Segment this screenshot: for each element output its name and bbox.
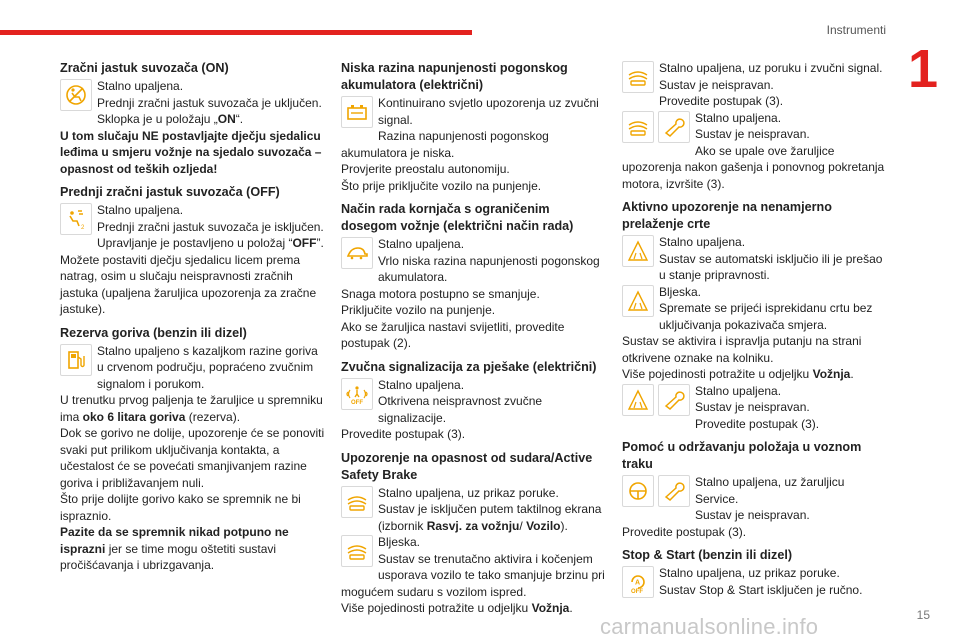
page-number: 15 [916,608,930,622]
lane-departure-icon [622,384,654,416]
text-line: Sustav se aktivira i ispravlja putanju na strani otkrivene oznake na kolniku. [622,334,862,365]
battery-charge-icon [341,96,373,128]
warning-text: U tom slučaju NE postavljajte dječju sjedalicu leđima u smjeru vožnje na sjedalo suvozača – opasnost od teških ozljeda! [60,128,322,176]
section-heading: Stop & Start (benzin ili dizel) [622,548,793,562]
svg-text:OFF: OFF [631,589,643,594]
text-line: Vrlo niska razina napunjenosti pogonskog akumulatora. [378,253,600,284]
text-line: Provjerite preostalu autonomiju. [341,162,510,176]
wrench-service-icon [658,111,690,143]
lane-departure-flash-icon [622,285,654,317]
text-line: Prednji zračni jastuk suvozača je isključen. [97,219,324,234]
text-line: Sustav je neispravan. [659,77,774,92]
svg-text:A: A [635,579,641,587]
section-heading: Aktivno upozorenje na nenamjerno prelaženje crte [622,200,832,231]
text-line: Priključite vozilo na punjenje. [341,303,496,317]
section-heading: Zračni jastuk suvozača (ON) [60,61,229,75]
text-line: Stalno upaljena. [659,235,746,249]
text-line: Stalno upaljena, uz žaruljicu Service. [695,475,845,506]
text-line: Stalno upaljena. [97,79,184,93]
text-line: Sustav je isključen putem taktilnog ekrana (izbornik Rasvj. za vožnju/ Vozilo). [378,502,602,533]
text-line: Sustav je neispravan. [695,400,810,414]
text-line: Sustav je neispravan. [695,127,810,141]
text-line: Bljeska. [659,284,702,299]
chapter-number: 1 [907,39,938,99]
fuel-reserve-section [60,325,325,574]
header-accent-bar [0,30,472,35]
text-line: U trenutku prvog paljenja te žaruljice u spremniku ima oko 6 litara goriva (rezerva). [60,393,323,424]
fuel-pump-icon [60,344,92,376]
watermark: carmanualsonline.info [600,614,819,639]
text-line: Stalno upaljena. [378,237,465,251]
text-line: Stalno upaljena. [378,377,465,392]
text-line: Stalno upaljeno s kazaljkom razine goriva u crvenom području, popraćeno zvučnim signalom i porukom. [97,343,318,391]
wrench-service-icon [658,475,690,507]
text-line: Snaga motora postupno se smanjuje. [341,286,540,301]
text-line: Razina napunjenosti pogonskog akumulatora je niska. [341,129,549,160]
column-1 [60,60,325,581]
text-line: Stalno upaljena, uz poruku i zvučni signal. [659,61,883,75]
section-heading: Zvučna signalizacija za pješake (električni) [341,359,597,374]
stop-start-off-icon [622,566,654,598]
wrench-service-icon [658,384,690,416]
text-line: Provedite postupak (3). [659,94,784,108]
text-line: Sustav Stop & Start isključen je ručno. [659,582,863,597]
text-line: Sustav se trenutačno aktivira i kočenjem usporava vozilo te tako smanjuje brzinu pri mogućem sudaru s vozilom ispred. [341,551,605,599]
section-heading: Rezerva goriva (benzin ili dizel) [60,325,247,340]
text-line: Spremate se prijeći isprekidanu crtu bez uključivanja pokazivača smjera. [659,301,873,332]
pedestrian-sound-section [341,359,606,443]
svg-text:2: 2 [81,225,85,231]
steering-wheel-icon [622,475,654,507]
text-line: Provedite postupak (3). [695,416,820,431]
section-heading: Pomoć u održavanju položaja u voznom traku [622,440,862,471]
text-line: Upravljanje je postavljeno u položaj “OFF”. [97,236,324,250]
text-line: Pazite da se spremnik nikad potpuno ne isprazni jer se time mogu oštetiti sustavi pročišćavanja i ubrizgavanja. [60,525,289,572]
text-line: Što prije dolijte gorivo kako se spremnik ne bi ispraznio. [60,492,301,523]
text-line: Stalno upaljena, uz prikaz poruke. [378,485,559,500]
section-title: Instrumenti [826,23,886,37]
pedestrian-sound-off-icon [341,378,373,410]
stop-start-section [622,547,887,598]
text-line: Više pojedinosti potražite u odjeljku Vožnja. [622,367,854,381]
collision-warning-flash-icon [341,535,373,567]
text-line: Bljeska. [378,535,421,549]
column-2 [341,60,606,624]
low-battery-section [341,60,606,194]
text-line: Što prije priključite vozilo na punjenje. [341,178,542,193]
collision-fault-section [622,60,887,192]
lane-departure-section [622,199,887,432]
text-line: Ako se žaruljica nastavi svijetliti, provedite postupak (2). [341,319,565,350]
lane-keeping-section [622,439,887,540]
text-line: Sustav je neispravan. [695,508,810,522]
text-line: Sustav se automatski isključio ili je prešao u stanje pripravnosti. [659,251,883,282]
section-heading: Upozorenje na opasnost od sudara/Active Safety Brake [341,450,593,482]
text-line: Sklopka je u položaju „ON“. [97,112,244,126]
turtle-icon [341,237,373,269]
text-line: Otkrivena neispravnost zvučne signalizacije. [378,394,543,425]
text-line: Provedite postupak (3). [622,524,747,539]
text-line: Više pojedinosti potražite u odjeljku Vožnja. [341,601,573,615]
text-line: Stalno upaljena, uz prikaz poruke. [659,566,840,580]
text-line: Kontinuirano svjetlo upozorenja uz zvučni signal. [378,96,599,127]
collision-warning-icon [622,111,654,143]
airbag-on-icon [60,79,92,111]
section-heading: Prednji zračni jastuk suvozača (OFF) [60,185,280,199]
turtle-mode-section [341,201,606,352]
text-line: Provedite postupak (3). [341,427,466,441]
passenger-airbag-on-section [60,60,325,177]
section-heading: Niska razina napunjenosti pogonskog akumulatora (električni) [341,61,568,92]
text-line: Dok se gorivo ne dolije, upozorenje će se ponoviti svaki put prilikom uključivanja kontakta, a učestalost će se povećati smanjivanjem razine goriva i približavanjem nuli. [60,426,325,490]
collision-warning-icon [622,61,654,93]
svg-text:OFF: OFF [351,399,363,406]
text-line: Stalno upaljena. [97,203,184,217]
airbag-off-icon [60,203,92,235]
text-line: Prednji zračni jastuk suvozača je uključen. [97,95,322,110]
column-3 [622,60,887,605]
lane-departure-icon [622,235,654,267]
text-line: Ako se upale ove žaruljice upozorenja nakon gašenja i ponovnog pokretanja motora, izvršite (3). [622,143,885,191]
collision-warning-icon [341,486,373,518]
collision-warning-section [341,450,606,617]
text-line: Stalno upaljena. [695,383,782,398]
section-heading: Način rada kornjača s ograničenim dosegom vožnje (električni način rada) [341,202,574,233]
text-line: Možete postaviti dječju sjedalicu licem prema natrag, osim u slučaju neispravnosti zračnih jastuka (upaljena žaruljica upozorenja za zračne jastuke). [60,252,317,316]
passenger-airbag-off-section [60,184,325,318]
text-line: Stalno upaljena. [695,110,782,125]
